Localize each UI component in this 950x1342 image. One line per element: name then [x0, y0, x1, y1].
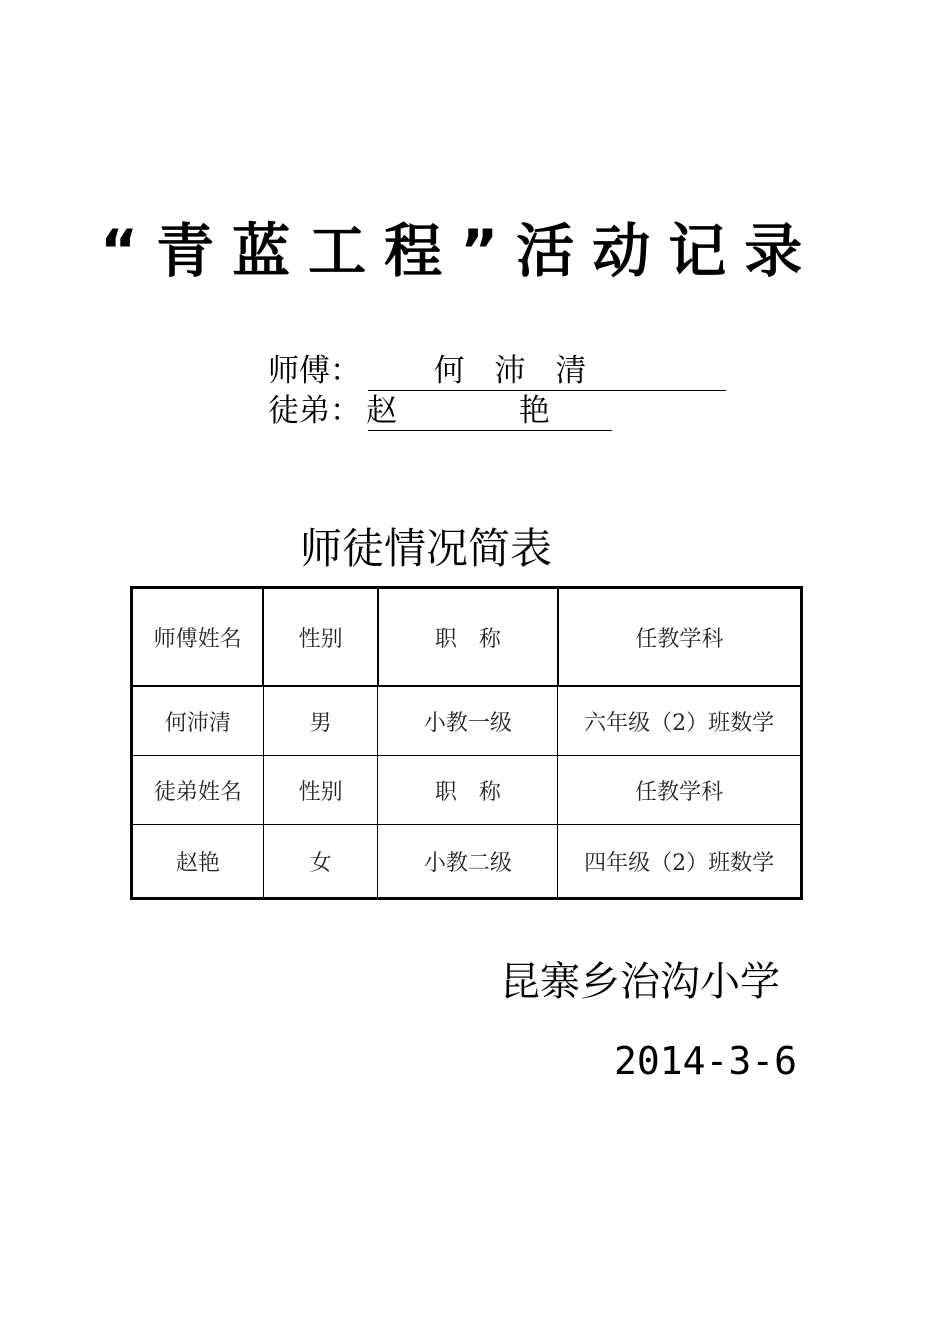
master-name: 何 沛 清	[433, 353, 597, 389]
apprentice-row	[268, 393, 606, 429]
table-cell: 何沛清	[132, 686, 264, 756]
school-name: 昆寨乡治沟小学	[500, 959, 780, 1005]
header-cell: 职 称	[378, 588, 558, 687]
document-title: “青蓝工程”活动记录	[100, 217, 821, 285]
document-date: 2014-3-6	[614, 1039, 798, 1083]
table-row	[132, 686, 802, 756]
table-cell: 小教一级	[378, 686, 558, 756]
header-cell: 师傅姓名	[132, 588, 264, 687]
table-header-row	[132, 588, 802, 687]
table-row	[132, 825, 802, 899]
table-cell: 女	[263, 825, 378, 899]
table-cell: 赵艳	[132, 825, 264, 899]
table-cell: 小教二级	[378, 825, 558, 899]
table-cell: 六年级（2）班数学	[558, 686, 802, 756]
table-cell: 任教学科	[558, 756, 802, 825]
table-cell: 性别	[263, 756, 378, 825]
table-row	[132, 756, 802, 825]
table-cell: 徒弟姓名	[132, 756, 264, 825]
master-name-field	[368, 353, 726, 391]
master-label: 师傅：	[268, 353, 361, 389]
apprentice-name: 赵 艳	[366, 393, 606, 429]
table-cell: 四年级（2）班数学	[558, 825, 802, 899]
header-cell: 性别	[263, 588, 378, 687]
table-cell: 男	[263, 686, 378, 756]
apprentice-name-field	[366, 393, 612, 431]
table-title: 师徒情况简表	[300, 524, 553, 573]
summary-table	[130, 586, 803, 900]
header-cell: 任教学科	[558, 588, 802, 687]
apprentice-label: 徒弟：	[268, 393, 361, 429]
master-row	[268, 353, 597, 389]
table-cell: 职 称	[378, 756, 558, 825]
